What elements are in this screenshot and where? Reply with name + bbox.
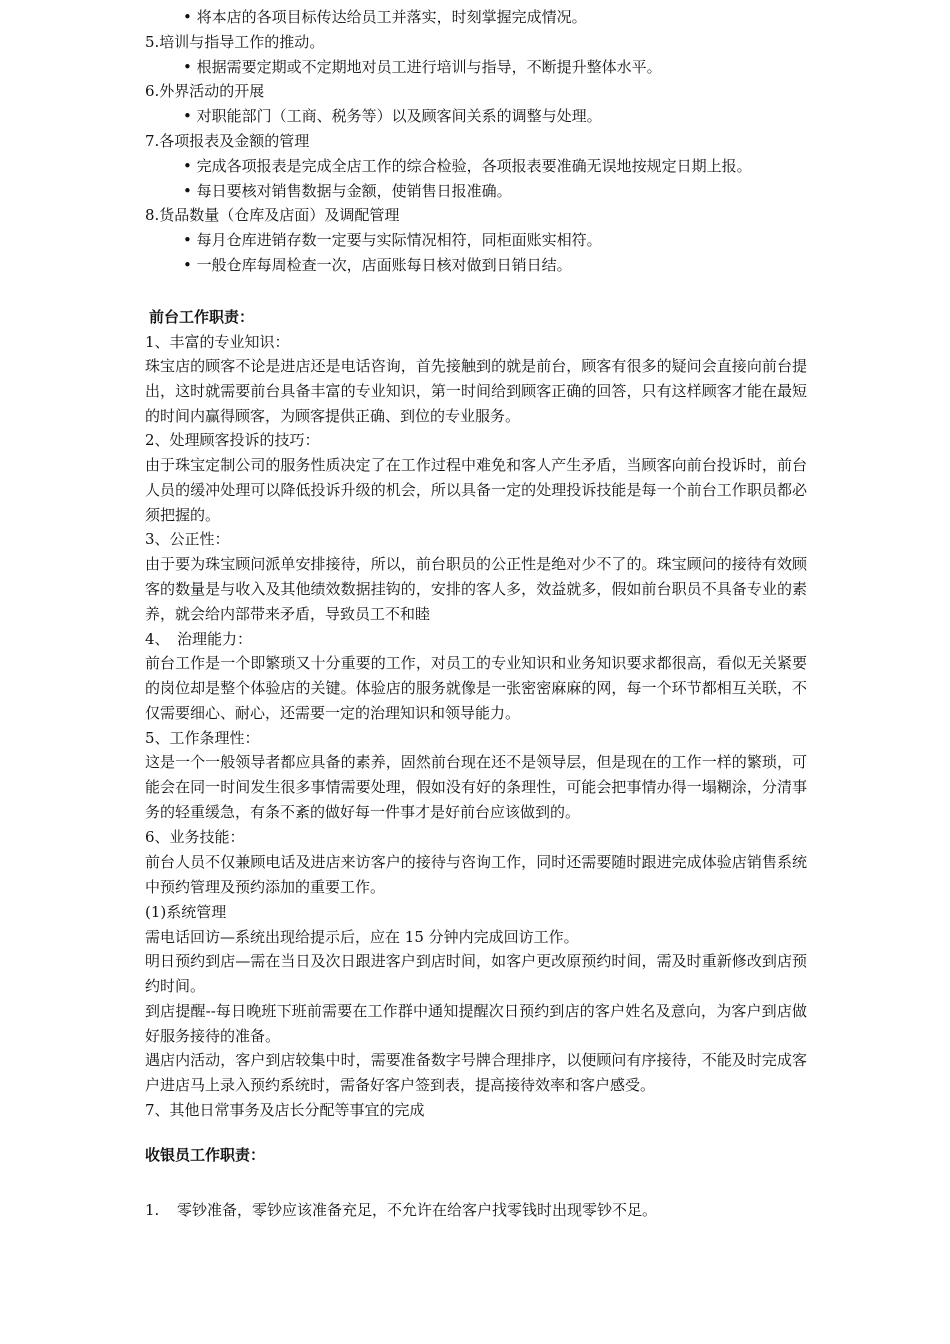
paragraph: 由于要为珠宝顾问派单安排接待，所以，前台职员的公正性是绝对少不了的。珠宝顾问的接待有效顾客的数量是与收入及其他绩效数据挂钩的，安排的客人多，效益就多，假如前台职员不具备专业的素养，就会给内部带来矛盾，导致员工不和睦	[145, 555, 807, 623]
paragraph: 前台人员不仅兼顾电话及进店来访客户的接待与咨询工作，同时还需要随时跟进完成体验店销售系统中预约管理及预约添加的重要工作。	[145, 853, 807, 896]
paragraph-heading: 3、公正性：	[145, 530, 230, 548]
list-item: • 每日要核对销售数据与金额，使销售日报准确。	[183, 179, 512, 203]
sub-heading: (1)系统管理	[145, 903, 227, 921]
list-item: • 完成各项报表是完成全店工作的综合检验，各项报表要准确无误地按规定日期上报。	[183, 154, 752, 178]
paragraph-heading: 7、其他日常事务及店长分配等事宜的完成	[145, 1101, 425, 1119]
list-item: • 每月仓库进销存数一定要与实际情况相符，同柜面账实相符。	[183, 228, 602, 252]
list-heading: 5.培训与指导工作的推动。	[145, 33, 325, 51]
paragraph: 遇店内活动，客户到店较集中时，需要准备数字号牌合理排序，以便顾问有序接待，不能及时完成客户进店马上录入预约系统时，需备好客户签到表，提高接待效率和客户感受。	[145, 1051, 807, 1094]
section-title-cashier: 收银员工作职责：	[145, 1146, 266, 1164]
list-heading: 6.外界活动的开展	[145, 82, 265, 100]
list-item: • 将本店的各项目标传达给员工并落实，时刻掌握完成情况。	[183, 5, 587, 29]
paragraph-heading: 5、工作条理性：	[145, 729, 260, 747]
section-title-front-desk: 前台工作职责：	[149, 308, 255, 326]
paragraph: 这是一个一般领导者都应具备的素养，固然前台现在还不是领导层，但是现在的工作一样的繁琐，可能会在同一时间发生很多事情需要处理，假如没有好的条理性，可能会把事情办得一塌糊涂，分清事务的轻重缓急，有条不紊的做好每一件事才是好前台应该做到的。	[145, 753, 807, 821]
list-heading: 8.货品数量（仓库及店面）及调配管理	[145, 206, 400, 224]
list-item: 零钞准备，零钞应该准备充足，不允许在给客户找零钱时出现零钞不足。	[177, 1201, 658, 1219]
paragraph-heading: 4、 治理能力：	[145, 630, 253, 648]
paragraph-heading: 1、丰富的专业知识：	[145, 333, 290, 351]
paragraph-heading: 6、业务技能：	[145, 828, 245, 846]
paragraph-heading: 2、处理顾客投诉的技巧：	[145, 431, 320, 449]
list-heading: 7.各项报表及金额的管理	[145, 132, 310, 150]
paragraph: 需电话回访—系统出现给提示后，应在 15 分钟内完成回访工作。	[145, 928, 579, 946]
list-item: • 一般仓库每周检查一次，店面账每日核对做到日销日结。	[183, 253, 572, 277]
list-item-number: 1.	[145, 1201, 160, 1219]
paragraph: 由于珠宝定制公司的服务性质决定了在工作过程中难免和客人产生矛盾，当顾客向前台投诉时，前台人员的缓冲处理可以降低投诉升级的机会，所以具备一定的处理投诉技能是每一个前台工作职员都必须把握的。	[145, 456, 807, 524]
paragraph: 前台工作是一个即繁琐又十分重要的工作，对员工的专业知识和业务知识要求都很高，看似无关紧要的岗位却是整个体验店的关键。体验店的服务就像是一张密密麻麻的网，每一个环节都相互关联，不仅需要细心、耐心，还需要一定的治理知识和领导能力。	[145, 654, 807, 722]
paragraph: 明日预约到店—需在当日及次日跟进客户到店时间，如客户更改原预约时间，需及时重新修改到店预约时间。	[145, 952, 807, 995]
list-item: • 对职能部门（工商、税务等）以及顾客间关系的调整与处理。	[183, 104, 602, 128]
paragraph: 珠宝店的顾客不论是进店还是电话咨询，首先接触到的就是前台，顾客有很多的疑问会直接向前台提出，这时就需要前台具备丰富的专业知识，第一时间给到顾客正确的回答，只有这样顾客才能在最短的时间内赢得顾客，为顾客提供正确、到位的专业服务。	[145, 357, 807, 425]
paragraph: 到店提醒--每日晚班下班前需要在工作群中通知提醒次日预约到店的客户姓名及意向，为客户到店做好服务接待的准备。	[145, 1002, 807, 1045]
list-item: • 根据需要定期或不定期地对员工进行培训与指导，不断提升整体水平。	[183, 55, 662, 79]
